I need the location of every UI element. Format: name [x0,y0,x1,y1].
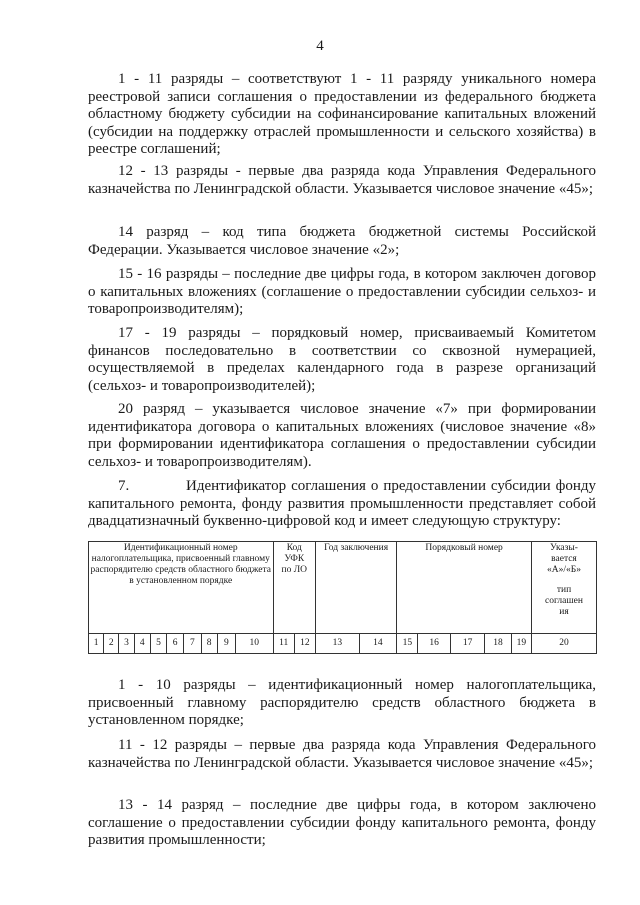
header-taxpayer-id: Идентификационный номер налогоплательщика, присвоенный главному распорядителю средств областного бюджета в установленном порядке [89,542,274,634]
item-7-text: Идентификатор соглашения о предоставлении субсидии фонду капитального ремонта, фонду развития промышленности представляет собой двадцатизначный буквенно-цифровой код и имеет следующую структуру: [88,478,596,530]
digit-cell: 12 [294,634,315,654]
digit-cell: 11 [273,634,294,654]
page-number: 4 [316,38,324,54]
identifier-structure-table [88,541,597,654]
digit-cell: 10 [235,634,273,654]
item-7-number: 7. [118,478,130,494]
header-agreement-type: Указы- вается «А»/«Б» тип соглашен ия [531,542,596,634]
paragraph-digits-1-10: 1 - 10 разряды – идентификационный номер налогоплательщика, присвоенный главному распорядителю средств областного бюджета в установленном порядке; [88,677,596,729]
digit-cell: 19 [511,634,531,654]
digit-cell: 2 [104,634,119,654]
table-header-row [89,542,597,634]
header-sequence-number: Порядковый номер [397,542,532,634]
digit-cell: 17 [450,634,484,654]
digit-cell: 15 [397,634,418,654]
table-digit-row [89,634,597,654]
digit-cell: 8 [201,634,217,654]
digit-cell: 16 [418,634,450,654]
digit-cell: 3 [119,634,134,654]
paragraph-digits-12-13: 12 - 13 разряды - первые два разряда кода Управления Федерального казначейства по Ленинградской области. Указывается числовое значение «45»; [88,163,596,197]
paragraph-digits-1-11: 1 - 11 разряды – соответствуют 1 - 11 разряду уникального номера реестровой записи соглашения о предоставлении из федерального бюджета областному бюджету субсидии на софинансирование капитальных вложений (субсидии на поддержку отраслей промышленности и сельского хозяйства) в реестре соглашений; [88,71,596,158]
paragraph-digits-13-14: 13 - 14 разряд – последние две цифры года, в котором заключено соглашение о предоставлении субсидии фонду капитального ремонта, фонду развития промышленности; [88,797,596,849]
digit-cell: 14 [359,634,397,654]
digit-cell: 13 [316,634,360,654]
paragraph-digit-14: 14 разряд – код типа бюджета бюджетной системы Российской Федерации. Указывается числовое значение «2»; [88,224,596,258]
digit-cell: 7 [184,634,201,654]
digit-cell: 9 [217,634,235,654]
header-ufk-code: Код УФК по ЛО [273,542,316,634]
digit-cell: 5 [150,634,166,654]
digit-cell: 4 [134,634,150,654]
paragraph-digits-11-12: 11 - 12 разряды – первые два разряда кода Управления Федерального казначейства по Ленинградской области. Указывается числовое значение «45»; [88,737,596,771]
digit-cell: 18 [485,634,511,654]
paragraph-item-7 [88,478,596,531]
digit-cell: 20 [531,634,596,654]
header-conclusion-year: Год заключения [316,542,397,634]
digit-cell: 6 [167,634,184,654]
paragraph-digit-20: 20 разряд – указывается числовое значение «7» при формировании идентификатора договора о капитальных вложениях (числовое значение «8» при формировании идентификатора соглашения о предоставлении субсидии сельхоз- и товаропроизводителям). [88,401,596,470]
paragraph-digits-17-19: 17 - 19 разряды – порядковый номер, присваиваемый Комитетом финансов последовательно в соответствии со сквозной нумерацией, осуществляемой в пределах календарного года в разрезе организаций (сельхоз- и товаропроизводителей); [88,325,596,394]
digit-cell: 1 [89,634,104,654]
paragraph-digits-15-16: 15 - 16 разряды – последние две цифры года, в котором заключен договор о капитальных вложениях (соглашение о предоставлении субсидии сельхоз- и товаропроизводителям); [88,266,596,318]
